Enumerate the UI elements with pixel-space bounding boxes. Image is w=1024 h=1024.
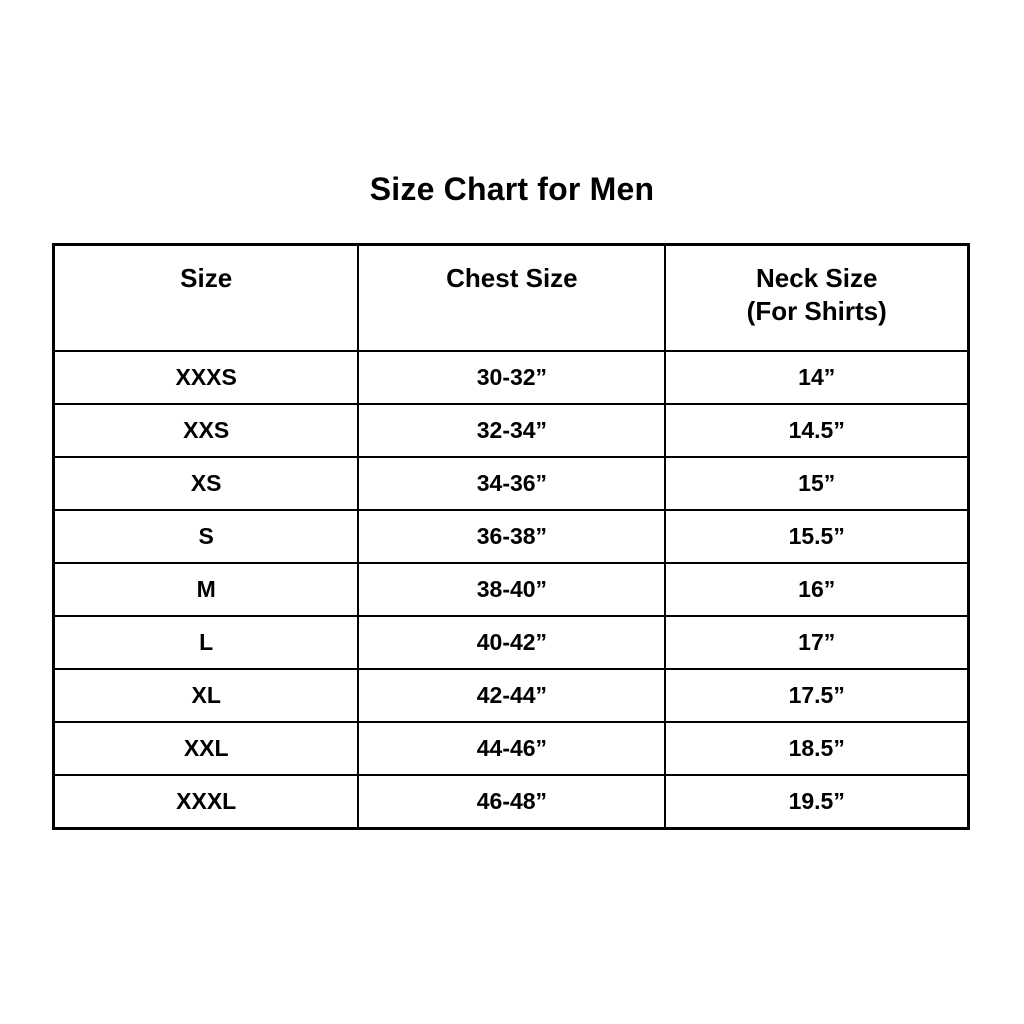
column-header-neck-size-sublabel: (For Shirts) [746,296,887,326]
column-header-size [54,245,359,352]
neck-size-cell: 15” [665,457,968,510]
size-cell: XL [54,669,359,722]
table-row [54,722,969,775]
table-row [54,457,969,510]
neck-size-cell: 17” [665,616,968,669]
neck-size-cell: 14” [665,351,968,404]
neck-size-cell: 18.5” [665,722,968,775]
column-header-chest-size [358,245,665,352]
size-cell: M [54,563,359,616]
table-row [54,563,969,616]
chest-size-cell: 30-32” [358,351,665,404]
chest-size-cell: 46-48” [358,775,665,829]
header-row [54,245,969,352]
chest-size-cell: 36-38” [358,510,665,563]
table-body [54,351,969,829]
column-header-chest-size-label: Chest Size [446,263,578,293]
neck-size-cell: 14.5” [665,404,968,457]
size-cell: XXL [54,722,359,775]
chest-size-cell: 42-44” [358,669,665,722]
neck-size-cell: 17.5” [665,669,968,722]
page-title: Size Chart for Men [369,171,655,207]
size-cell: XXS [54,404,359,457]
size-chart-table [52,243,970,830]
chest-size-cell: 38-40” [358,563,665,616]
chest-size-cell: 44-46” [358,722,665,775]
size-cell: S [54,510,359,563]
column-header-size-label: Size [180,263,233,293]
column-header-neck-size [665,245,968,352]
table-header [54,245,969,352]
size-cell: XS [54,457,359,510]
neck-size-cell: 16” [665,563,968,616]
table-row [54,510,969,563]
table-row [54,404,969,457]
table-row [54,616,969,669]
chest-size-cell: 40-42” [358,616,665,669]
table-row [54,351,969,404]
size-cell: L [54,616,359,669]
size-cell: XXXL [54,775,359,829]
chest-size-cell: 32-34” [358,404,665,457]
neck-size-cell: 19.5” [665,775,968,829]
column-header-neck-size-label: Neck Size [756,263,878,293]
neck-size-cell: 15.5” [665,510,968,563]
table-row [54,669,969,722]
table-row [54,775,969,829]
size-cell: XXXS [54,351,359,404]
chest-size-cell: 34-36” [358,457,665,510]
